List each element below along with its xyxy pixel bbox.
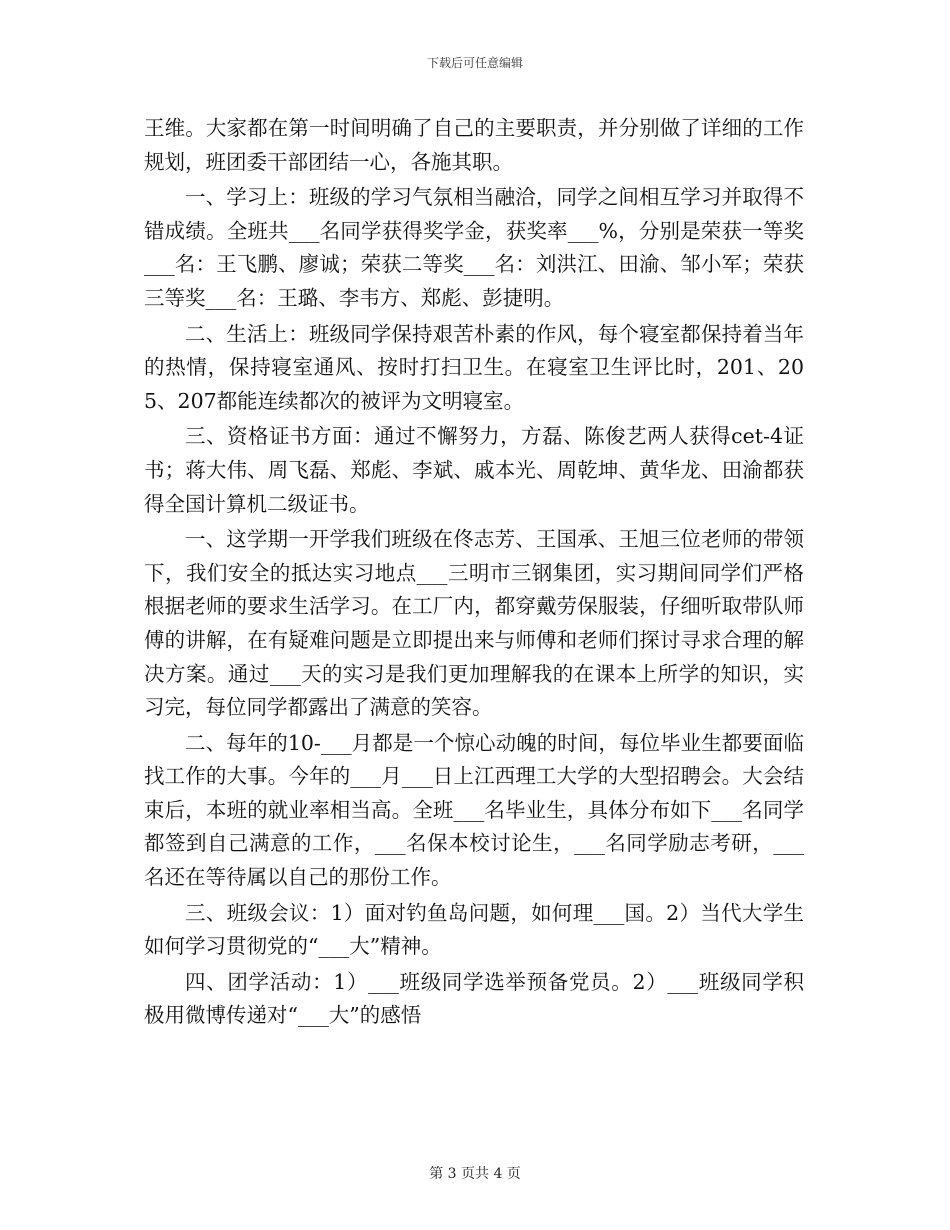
paragraph-employment: 二、每年的10-___月都是一个惊心动魄的时间，每位毕业生都要面临找工作的大事。今年的___月___日上江西理工大学的大型招聘会。大会结束后，本班的就业率相当高。全班___名毕业生，具体分布如下___名同学都签到自己满意的工作，___名保本校讨论生，___名同学励志考研，___名还在等待属以自己的那份工作。 <box>144 730 804 890</box>
paragraph-league-activities: 四、团学活动：1）___班级同学选举预备党员。2）___班级同学积极用微博传递对“___大”的感悟 <box>144 969 804 1028</box>
paragraph-study: 一、学习上：班级的学习气氛相当融洽，同学之间相互学习并取得不错成绩。全班共___名同学获得奖学金，获奖率___%，分别是荣获一等奖___名：王飞鹏、廖诚；荣获二等奖___名：刘洪江、田渝、邹小军；荣获三等奖___名：王璐、李韦方、郑彪、彭捷明。 <box>144 185 804 310</box>
page-header: 下载后可任意编辑 <box>426 56 523 70</box>
paragraph-certificates: 三、资格证书方面：通过不懈努力，方磊、陈俊艺两人获得cet-4证书；蒋大伟、周飞磊、郑彪、李斌、戚本光、周乾坤、黄华龙、田渝都获得全国计算机二级证书。 <box>144 424 804 516</box>
paragraph-internship: 一、这学期一开学我们班级在佟志芳、王国承、王旭三位老师的带领下，我们安全的抵达实习地点___三明市三钢集团，实习期间同学们严格根据老师的要求生活学习。在工厂内，都穿戴劳保服装，仔细听取带队师傅的讲解，在有疑难问题是立即提出来与师傅和老师们探讨寻求合理的解决方案。通过___天的实习是我们更加理解我的在课本上所学的知识，实习完，每位同学都露出了满意的笑容。 <box>144 527 804 720</box>
page-number: 第 3 页共 4 页 <box>429 1166 521 1182</box>
paragraph-class-meeting: 三、班级会议：1）面对钓鱼岛问题，如何理___国。2）当代大学生如何学习贯彻党的“___大”精神。 <box>144 900 804 959</box>
document-body <box>144 112 804 1033</box>
paragraph-continuation: 王维。大家都在第一时间明确了自己的主要职责，并分别做了详细的工作规划，班团委干部团结一心，各施其职。 <box>144 116 804 174</box>
paragraph-life: 二、生活上：班级同学保持艰苦朴素的作风，每个寝室都保持着当年的热情，保持寝室通风、按时打扫卫生。在寝室卫生评比时，201、205、207都能连续都次的被评为文明寝室。 <box>144 321 804 413</box>
